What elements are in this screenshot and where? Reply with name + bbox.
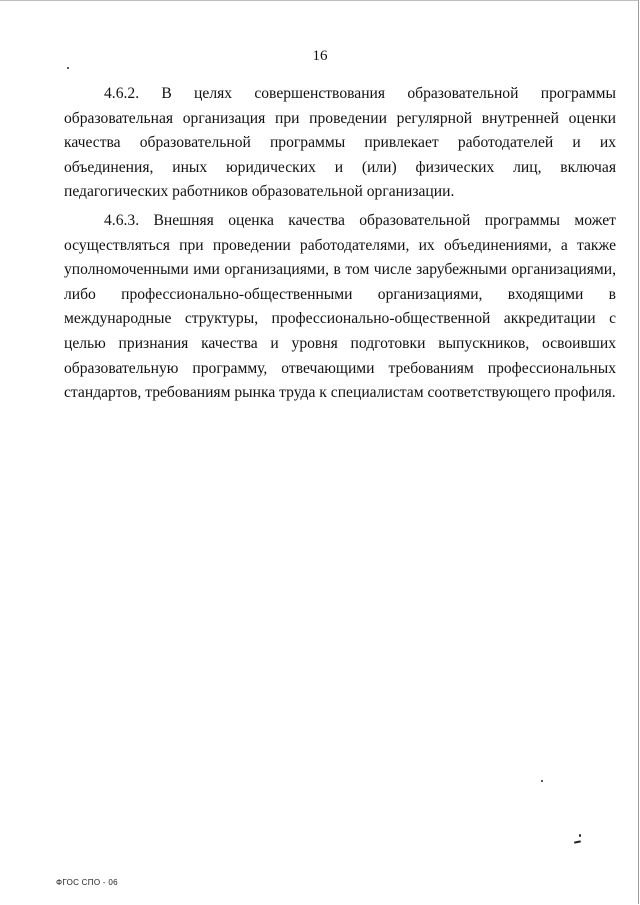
scan-speck: [541, 780, 543, 782]
scan-speck: [67, 67, 69, 69]
page-number: 16: [312, 48, 328, 64]
paragraph-4-6-2: 4.6.2. В целях совершенствования образовательной программы образовательная организация при проведении регулярной внутренней оценки качества образовательной программы привлекает работодателей и их объединения, иных юридических и (или) физических лиц, включая педагогических работников образовательной организации.: [64, 85, 616, 201]
paragraph-4-6-3: 4.6.3. Внешняя оценка качества образовательной программы может осуществляться при проведении работодателями, их объединениями, а также уполномоченными ими организациями, в том числе зарубежными организациями, либо профессионально-общественными организациями, входящими в международные структуры, профессионально-общественной аккредитации с целью признания качества и уровня подготовки выпускников, освоивших образовательную программу, отвечающими требованиям профессиональных стандартов, требованиям рынка труда к специалистам соответствующего профиля.: [64, 211, 616, 402]
document-body: [64, 82, 616, 410]
scan-speck: [579, 834, 581, 837]
footer-code: ФГОС СПО - 06: [56, 878, 118, 887]
